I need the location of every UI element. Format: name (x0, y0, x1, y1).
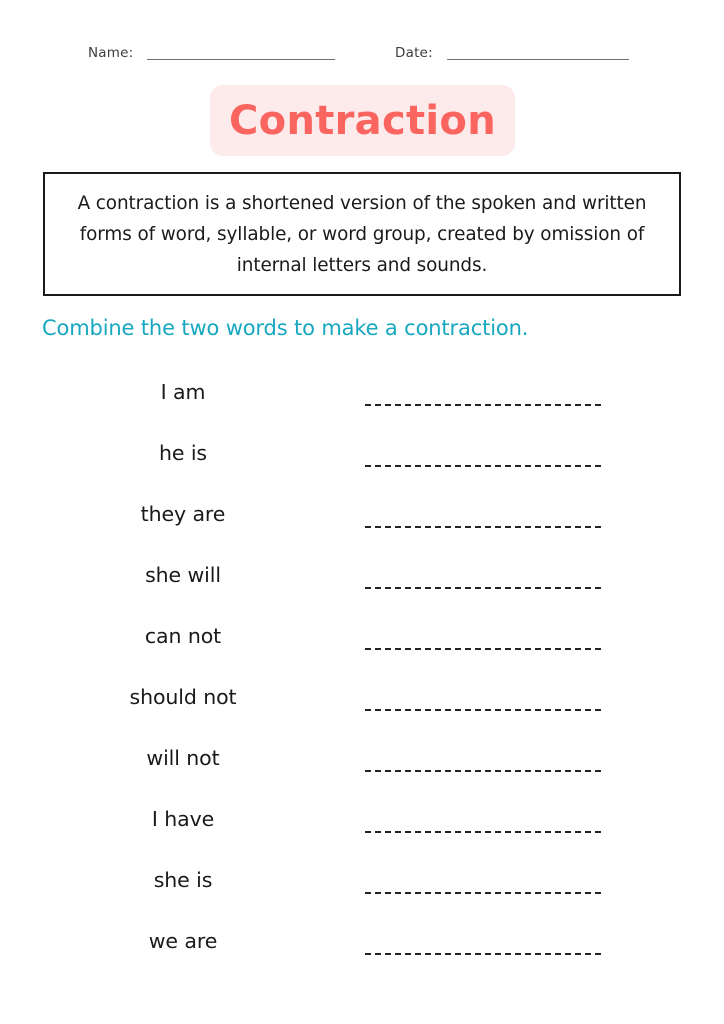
exercise-row (0, 433, 724, 494)
exercise-row (0, 860, 724, 921)
exercise-prompt: she is (153, 868, 213, 892)
exercise-prompt: can not (144, 624, 222, 648)
name-field-group (88, 36, 335, 62)
exercise-row (0, 616, 724, 677)
exercise-answer-blank[interactable] (365, 587, 601, 589)
date-input-line[interactable] (447, 59, 629, 60)
exercise-row (0, 494, 724, 555)
date-field-group (395, 36, 629, 62)
definition-text: A contraction is a shortened version of the spoken and written forms of word, syllable, or word group, created by omission of internal letters and sounds. (77, 192, 647, 276)
exercise-answer-blank[interactable] (365, 465, 601, 467)
exercise-prompt: she will (145, 563, 221, 587)
exercise-prompt: I am (160, 380, 206, 404)
exercise-row (0, 677, 724, 738)
exercise-prompt: he is (159, 441, 207, 465)
date-label: Date: (395, 45, 433, 61)
exercise-row (0, 921, 724, 982)
page-title: Contraction (229, 97, 496, 144)
exercise-row (0, 555, 724, 616)
title-banner (210, 85, 515, 156)
exercise-answer-blank[interactable] (365, 648, 601, 650)
definition-box (43, 172, 681, 296)
name-input-line[interactable] (147, 59, 335, 60)
exercise-prompt: I have (151, 807, 215, 831)
exercise-answer-blank[interactable] (365, 526, 601, 528)
exercise-row (0, 738, 724, 799)
exercise-answer-blank[interactable] (365, 404, 601, 406)
worksheet-header (0, 36, 724, 62)
exercise-answer-blank[interactable] (365, 953, 601, 955)
exercise-answer-blank[interactable] (365, 709, 601, 711)
exercise-list (0, 372, 724, 982)
exercise-prompt: should not (129, 685, 237, 709)
instruction-text: Combine the two words to make a contraction. (42, 316, 529, 340)
exercise-row (0, 799, 724, 860)
exercise-prompt: we are (148, 929, 218, 953)
name-label: Name: (88, 45, 134, 61)
exercise-answer-blank[interactable] (365, 770, 601, 772)
exercise-answer-blank[interactable] (365, 892, 601, 894)
exercise-prompt: will not (146, 746, 220, 770)
exercise-prompt: they are (140, 502, 226, 526)
exercise-row (0, 372, 724, 433)
exercise-answer-blank[interactable] (365, 831, 601, 833)
